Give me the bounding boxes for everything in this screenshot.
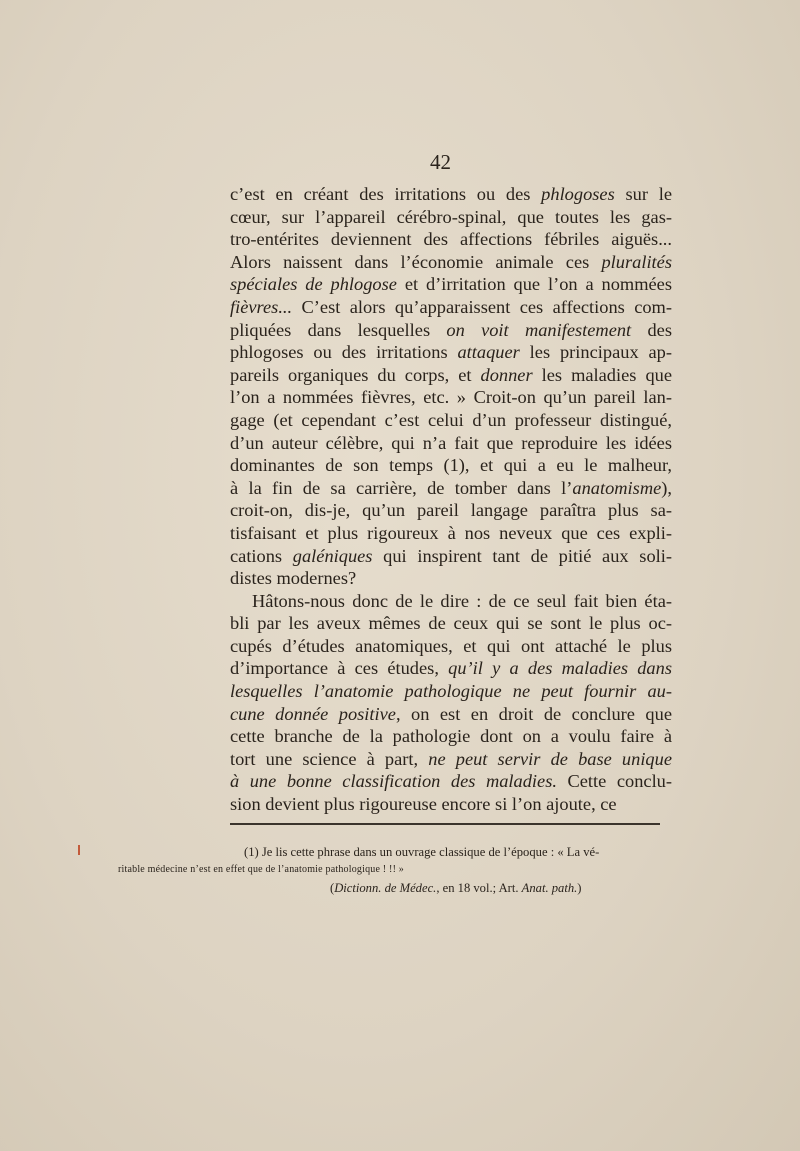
- text-line: [230, 590, 672, 613]
- text-run: ),: [661, 477, 672, 498]
- text-run: cœur, sur l’appareil cérébro-spinal, que toutes les gas-: [230, 206, 672, 227]
- text-line: [230, 770, 672, 793]
- text-run: C’est alors qu’apparaissent ces affections com-: [292, 296, 672, 317]
- text-line: [230, 635, 672, 658]
- body-text: [230, 183, 672, 816]
- text-line: [230, 703, 672, 726]
- text-run: cations: [230, 545, 293, 566]
- text-run: cupés d’études anatomiques, et qui ont attaché le plus: [230, 635, 672, 656]
- text-line: [230, 273, 672, 296]
- text-line: [230, 296, 672, 319]
- text-run: sion devient plus rigoureuse encore si l’on ajoute, ce: [230, 794, 617, 815]
- text-run: croit-on, dis-je, qu’un pareil langage paraîtra plus sa-: [230, 500, 672, 521]
- text-line: [230, 454, 672, 477]
- text-line: [230, 545, 672, 568]
- citation-middle: , en 18 vol.; Art.: [436, 881, 522, 895]
- text-run: pareils organiques du corps, et: [230, 364, 481, 385]
- text-line: [230, 386, 672, 409]
- citation-article: Anat. path.: [521, 881, 578, 895]
- text-run: Hâtons-nous donc de le dire : de ce seul fait bien éta-: [252, 590, 672, 611]
- text-line: [230, 206, 672, 229]
- citation-source: Dictionn. de Médec.: [334, 881, 437, 895]
- text-run: d’importance à ces études,: [230, 658, 449, 679]
- text-line: [230, 183, 672, 206]
- footnote-text: ritable médecine n’est en effet que de l’anatomie pathologique ! !! »: [118, 864, 405, 875]
- italic-text: donner: [480, 364, 533, 385]
- text-line: [230, 477, 672, 500]
- text-line: [230, 432, 672, 455]
- footnote-line: [118, 861, 660, 879]
- text-line: [230, 228, 672, 251]
- text-run: des: [631, 319, 672, 340]
- text-line: [230, 657, 672, 680]
- text-run: , on est en droit de conclure que: [395, 703, 672, 724]
- text-run: et d’irritation que l’on a nommées: [396, 274, 672, 295]
- text-line: [230, 748, 672, 771]
- text-run: à la fin de sa carrière, de tomber dans l’: [230, 477, 573, 498]
- text-run: tort une science à part,: [230, 748, 429, 769]
- text-run: tisfaisant et plus rigoureux à nos neveux que ces expli-: [230, 522, 672, 543]
- footnote-line: [230, 843, 660, 861]
- text-run: phlogoses ou des irritations: [230, 342, 458, 363]
- text-run: dominantes de son temps (1), et qui a eu le malheur,: [230, 455, 672, 476]
- text-run: sur le: [614, 184, 672, 204]
- footnote: [118, 843, 660, 897]
- text-line: [230, 341, 672, 364]
- text-run: pliquées dans lesquelles: [230, 319, 447, 340]
- text-line: [230, 409, 672, 432]
- italic-text: galéniques: [292, 545, 373, 566]
- text-run: cette branche de la pathologie dont on a voulu faire à: [230, 726, 672, 747]
- margin-mark: [78, 845, 80, 855]
- italic-text: qu’il y a des maladies dans: [448, 658, 672, 679]
- text-line: [230, 567, 672, 590]
- page-number: 42: [430, 150, 451, 174]
- text-run: Cette conclu-: [556, 771, 672, 792]
- italic-text: attaquer: [457, 342, 520, 363]
- text-line: [230, 499, 672, 522]
- text-run: gage (et cependant c’est celui d’un professeur distingué,: [230, 409, 672, 430]
- text-line: [230, 725, 672, 748]
- italic-text: anatomisme: [572, 477, 662, 498]
- text-run: qui inspirent tant de pitié aux soli-: [372, 545, 672, 566]
- text-line: [230, 793, 672, 816]
- italic-text: cune donnée positive: [230, 703, 396, 724]
- text-run: Alors naissent dans l’économie animale ces: [230, 251, 602, 272]
- text-line: [230, 251, 672, 274]
- text-run: bli par les aveux mêmes de ceux qui se sont le plus oc-: [230, 613, 672, 634]
- text-run: d’un auteur célèbre, qui n’a fait que reproduire les idées: [230, 432, 672, 453]
- text-line: [230, 680, 672, 703]
- footnote-text: (1) Je lis cette phrase dans un ouvrage classique de l’époque : « La vé-: [244, 845, 600, 859]
- italic-text: spéciales de phlogose: [230, 274, 397, 295]
- text-line: [230, 319, 672, 342]
- italic-text: ne peut servir de base unique: [428, 748, 672, 769]
- italic-text: lesquelles l’anatomie pathologique ne peut fournir au-: [230, 681, 672, 702]
- italic-text: on voit manifestement: [446, 319, 632, 340]
- citation-prefix: (: [330, 881, 335, 895]
- text-run: distes modernes?: [230, 568, 357, 589]
- citation-suffix: ): [577, 881, 582, 895]
- text-line: [230, 522, 672, 545]
- text-run: les maladies que: [532, 364, 672, 385]
- italic-text: phlogoses: [541, 184, 615, 204]
- text-line: [230, 612, 672, 635]
- text-run: c’est en créant des irritations ou des: [230, 184, 542, 204]
- text-run: les principaux ap-: [519, 342, 672, 363]
- footnote-citation: [230, 879, 660, 897]
- text-run: l’on a nommées fièvres, etc. » Croit-on qu’un pareil lan-: [230, 387, 672, 408]
- text-run: tro-entérites deviennent des affections fébriles aiguës...: [230, 229, 672, 250]
- text-line: [230, 364, 672, 387]
- italic-text: à une bonne classification des maladies.: [230, 771, 557, 792]
- italic-text: fièvres...: [230, 296, 293, 317]
- footnote-rule: [230, 823, 660, 825]
- italic-text: pluralités: [601, 251, 672, 272]
